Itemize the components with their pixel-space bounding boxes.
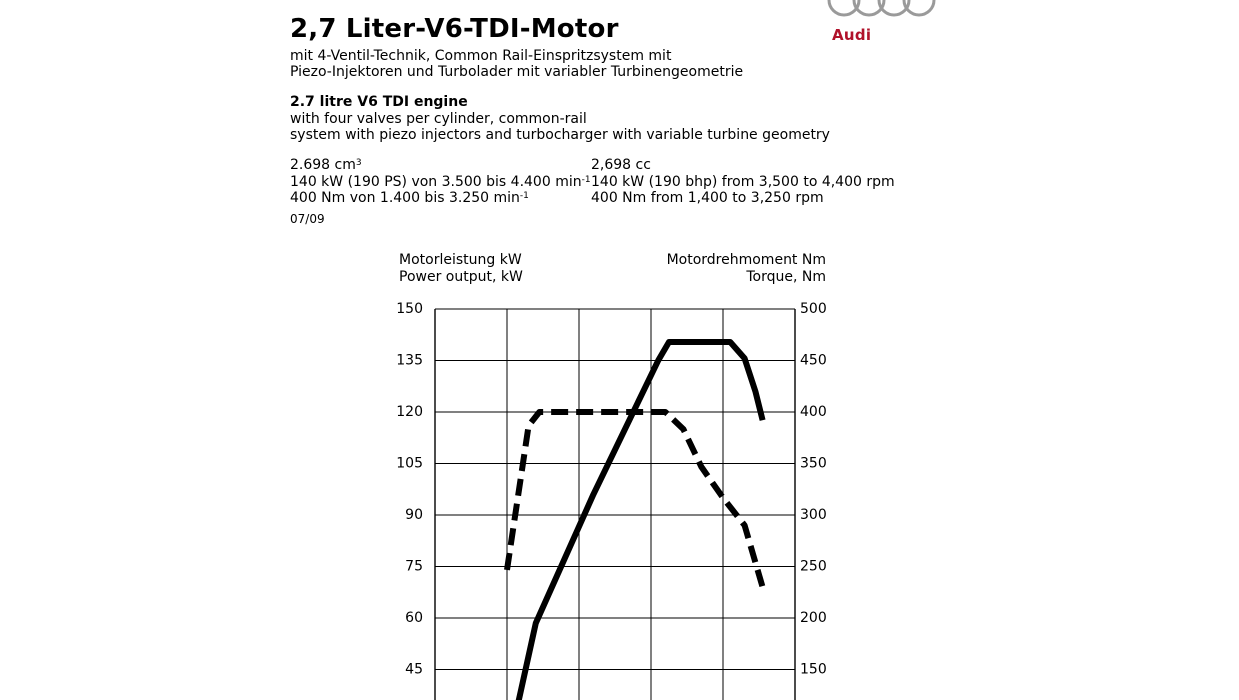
date-label: 07/09 (290, 212, 325, 226)
power-curve-line (507, 412, 763, 587)
subtitle-de-line2: Piezo-Injektoren und Turbolader mit variabler Turbinengeometrie (290, 64, 744, 80)
left-tick-label: 45 (405, 661, 423, 678)
spec-de-power: 140 kW (190 PS) von 3.500 bis 4.400 $\min^{-1}$ (290, 174, 591, 190)
left-axis-label-de: Motorleistung kW (399, 252, 522, 268)
subtitle-de-line1: mit 4-Ventil-Technik, Common Rail-Einspritzsystem mit (290, 48, 672, 64)
subtitle-en-line2: system with piezo injectors and turbocharger with variable turbine geometry (290, 127, 830, 143)
spec-en-power: 140 kW (190 bhp) from 3,500 to 4,400 rpm (591, 174, 895, 190)
right-tick-label: 450 (800, 352, 827, 369)
spec-de-displacement: 2.698 $cm^3$ (290, 157, 362, 173)
right-tick-label: 250 (800, 558, 827, 575)
title-en: 2.7 litre V6 TDI engine (290, 94, 468, 110)
right-tick-label: 200 (800, 610, 827, 626)
right-tick-label: 500 (800, 301, 827, 317)
subtitle-en-line1: with four valves per cylinder, common-rail (290, 111, 587, 127)
left-tick-label: 90 (405, 507, 423, 523)
left-tick-label: 150 (396, 301, 423, 317)
left-tick-label: 75 (405, 558, 423, 575)
page-title: 2,7 Liter-V6-TDI-Motor (290, 14, 619, 44)
left-tick-label: 120 (396, 404, 423, 420)
right-tick-label: 400 (800, 404, 827, 420)
right-tick-label: 300 (800, 507, 827, 523)
brand-name: Audi (832, 26, 872, 44)
right-tick-label: 350 (800, 455, 827, 472)
spec-de-torque: 400 Nm von 1.400 bis 3.250 $\min^{-1}$ (290, 190, 529, 206)
spec-en-torque: 400 Nm from 1,400 to 3,250 rpm (591, 190, 824, 206)
spec-en-displacement: 2,698 cc (591, 157, 651, 173)
right-axis-label-en: Torque, Nm (746, 269, 826, 285)
left-axis-label-en: Power output, kW (399, 269, 523, 285)
torque-curve-line (514, 342, 762, 700)
left-tick-label: 135 (396, 352, 423, 369)
left-tick-label: 105 (396, 455, 423, 472)
right-axis-label-de: Motordrehmoment Nm (666, 252, 826, 268)
left-tick-label: 60 (405, 610, 423, 626)
right-tick-label: 150 (800, 661, 827, 678)
